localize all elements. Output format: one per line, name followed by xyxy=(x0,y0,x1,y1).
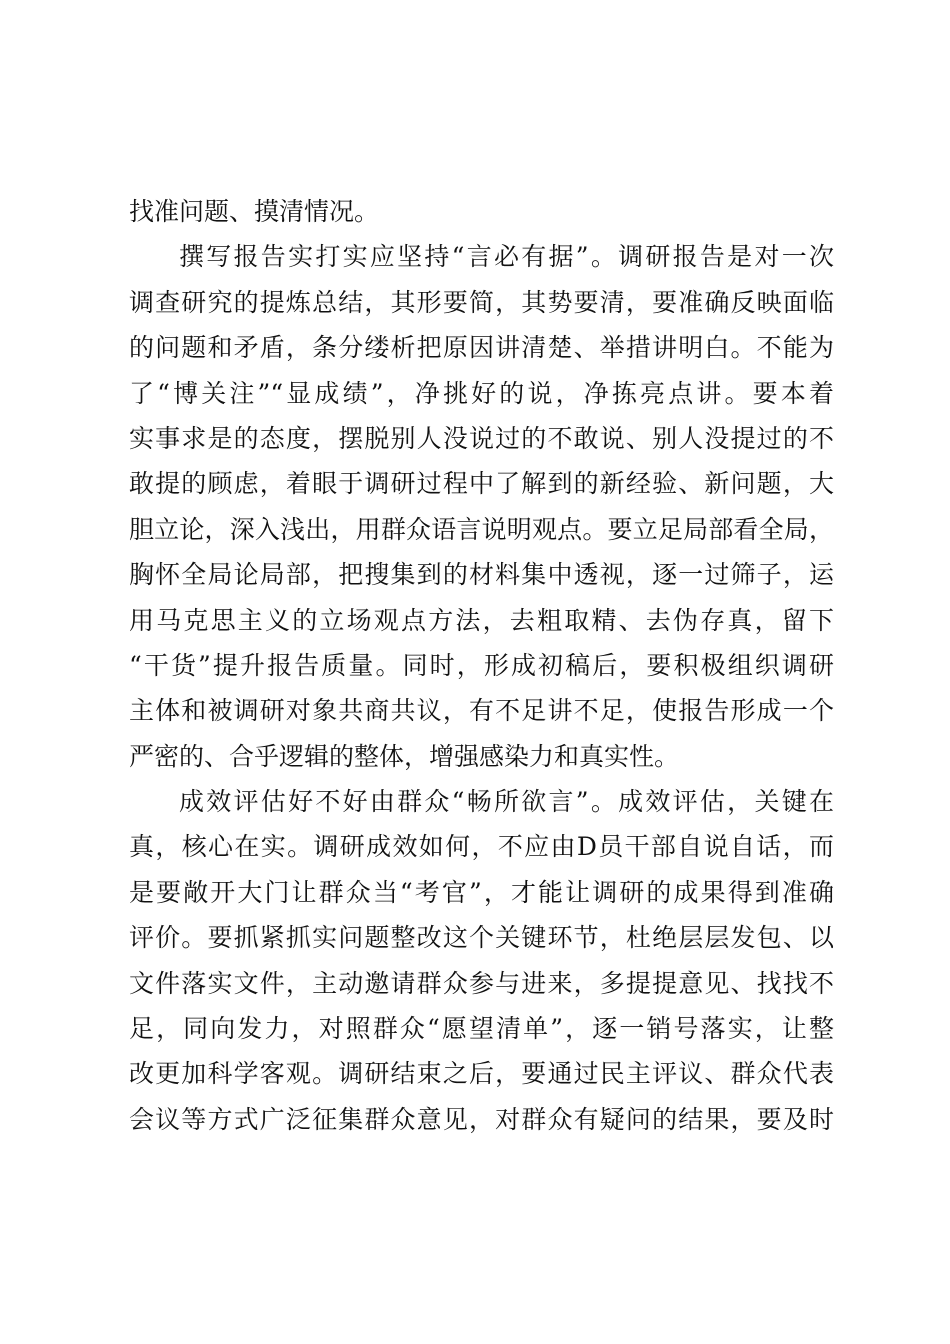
text-line: 了“博关注”“显成绩”，净挑好的说，净拣亮点讲。要本着 xyxy=(129,378,834,408)
paragraph-2 xyxy=(129,234,834,779)
text-line: 调查研究的提炼总结，其形要简，其势要清，要准确反映面临 xyxy=(129,287,834,317)
text-line: 足，同向发力，对照群众“愿望清单”，逐一销号落实，让整 xyxy=(129,1014,834,1044)
paragraph-3 xyxy=(129,779,834,1142)
text-line: 用马克思主义的立场观点方法，去粗取精、去伪存真，留下 xyxy=(129,605,834,635)
text-line: 会议等方式广泛征集群众意见，对群众有疑问的结果，要及时 xyxy=(129,1104,834,1134)
text-line: 的问题和矛盾，条分缕析把原因讲清楚、举措讲明白。不能为 xyxy=(129,333,834,363)
text-line: 改更加科学客观。调研结束之后，要通过民主评议、群众代表 xyxy=(129,1059,834,1089)
text-line: 胆立论，深入浅出，用群众语言说明观点。要立足局部看全局， xyxy=(129,514,834,544)
text-line: 找准问题、摸清情况。 xyxy=(129,197,380,226)
text-line: 主体和被调研对象共商共议，有不足讲不足，使报告形成一个 xyxy=(129,696,834,726)
text-line: 实事求是的态度，摆脱别人没说过的不敢说、别人没提过的不 xyxy=(129,423,834,453)
text-line: 成效评估好不好由群众“畅所欲言”。成效评估，关键在 xyxy=(179,787,834,817)
text-line: 严密的、合乎逻辑的整体，增强感染力和真实性。 xyxy=(129,741,680,771)
text-line: 敢提的顾虑，着眼于调研过程中了解到的新经验、新问题，大 xyxy=(129,469,834,499)
paragraph-1 xyxy=(129,189,834,234)
text-line: 评价。要抓紧抓实问题整改这个关键环节，杜绝层层发包、以 xyxy=(129,923,834,953)
text-line: “干货”提升报告质量。同时，形成初稿后，要积极组织调研 xyxy=(129,650,834,680)
text-line: 是要敞开大门让群众当“考官”，才能让调研的成果得到准确 xyxy=(129,877,834,907)
text-line: 文件落实文件，主动邀请群众参与进来，多提提意见、找找不 xyxy=(129,968,834,998)
text-line: 真，核心在实。调研成效如何，不应由D员干部自说自话，而 xyxy=(129,832,834,862)
text-line: 胸怀全局论局部，把搜集到的材料集中透视，逐一过筛子，运 xyxy=(129,560,834,590)
text-line: 撰写报告实打实应坚持“言必有据”。调研报告是对一次 xyxy=(179,242,834,272)
document-body xyxy=(129,189,834,1142)
